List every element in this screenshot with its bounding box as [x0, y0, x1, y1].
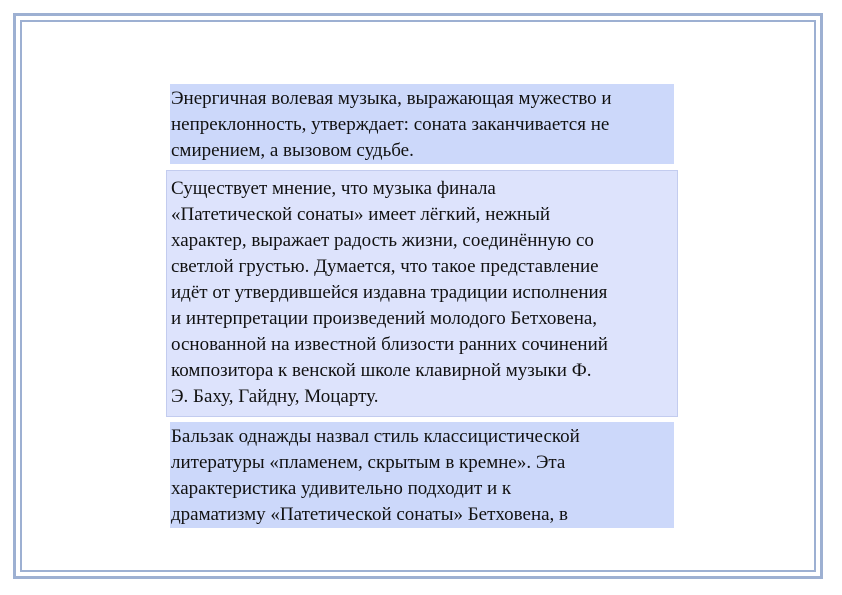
text-block-conclusion: [170, 84, 674, 164]
text-line: «Патетической сонаты» имеет лёгкий, нежный: [171, 204, 551, 225]
text-line: непреклонность, утверждает: соната заканчивается не: [171, 114, 610, 135]
text-line: драматизму «Патетической сонаты» Бетховена, в: [171, 504, 569, 525]
text-line: литературы «пламенем, скрытым в кремне». Эта: [171, 452, 566, 473]
text-line: Бальзак однажды назвал стиль классицистической: [171, 426, 580, 447]
text-block-opinion: [166, 170, 678, 417]
text-line: характеристика удивительно подходит и к: [171, 478, 512, 499]
text-line: основанной на известной близости ранних сочинений: [171, 334, 608, 355]
text-line: и интерпретации произведений молодого Бетховена,: [171, 308, 598, 329]
text-line: светлой грустью. Думается, что такое представление: [171, 256, 599, 277]
text-block-balzac: [170, 422, 674, 528]
text-line: идёт от утвердившейся издавна традиции исполнения: [171, 282, 608, 303]
text-line: характер, выражает радость жизни, соединённую со: [171, 230, 594, 251]
text-line: Э. Баху, Гайдну, Моцарту.: [171, 386, 379, 407]
text-line: Энергичная волевая музыка, выражающая мужество и: [171, 88, 612, 109]
text-line: композитора к венской школе клавирной музыки Ф.: [171, 360, 592, 381]
text-line: смирением, а вызовом судьбе.: [171, 140, 414, 161]
text-line: Существует мнение, что музыка финала: [171, 178, 496, 199]
